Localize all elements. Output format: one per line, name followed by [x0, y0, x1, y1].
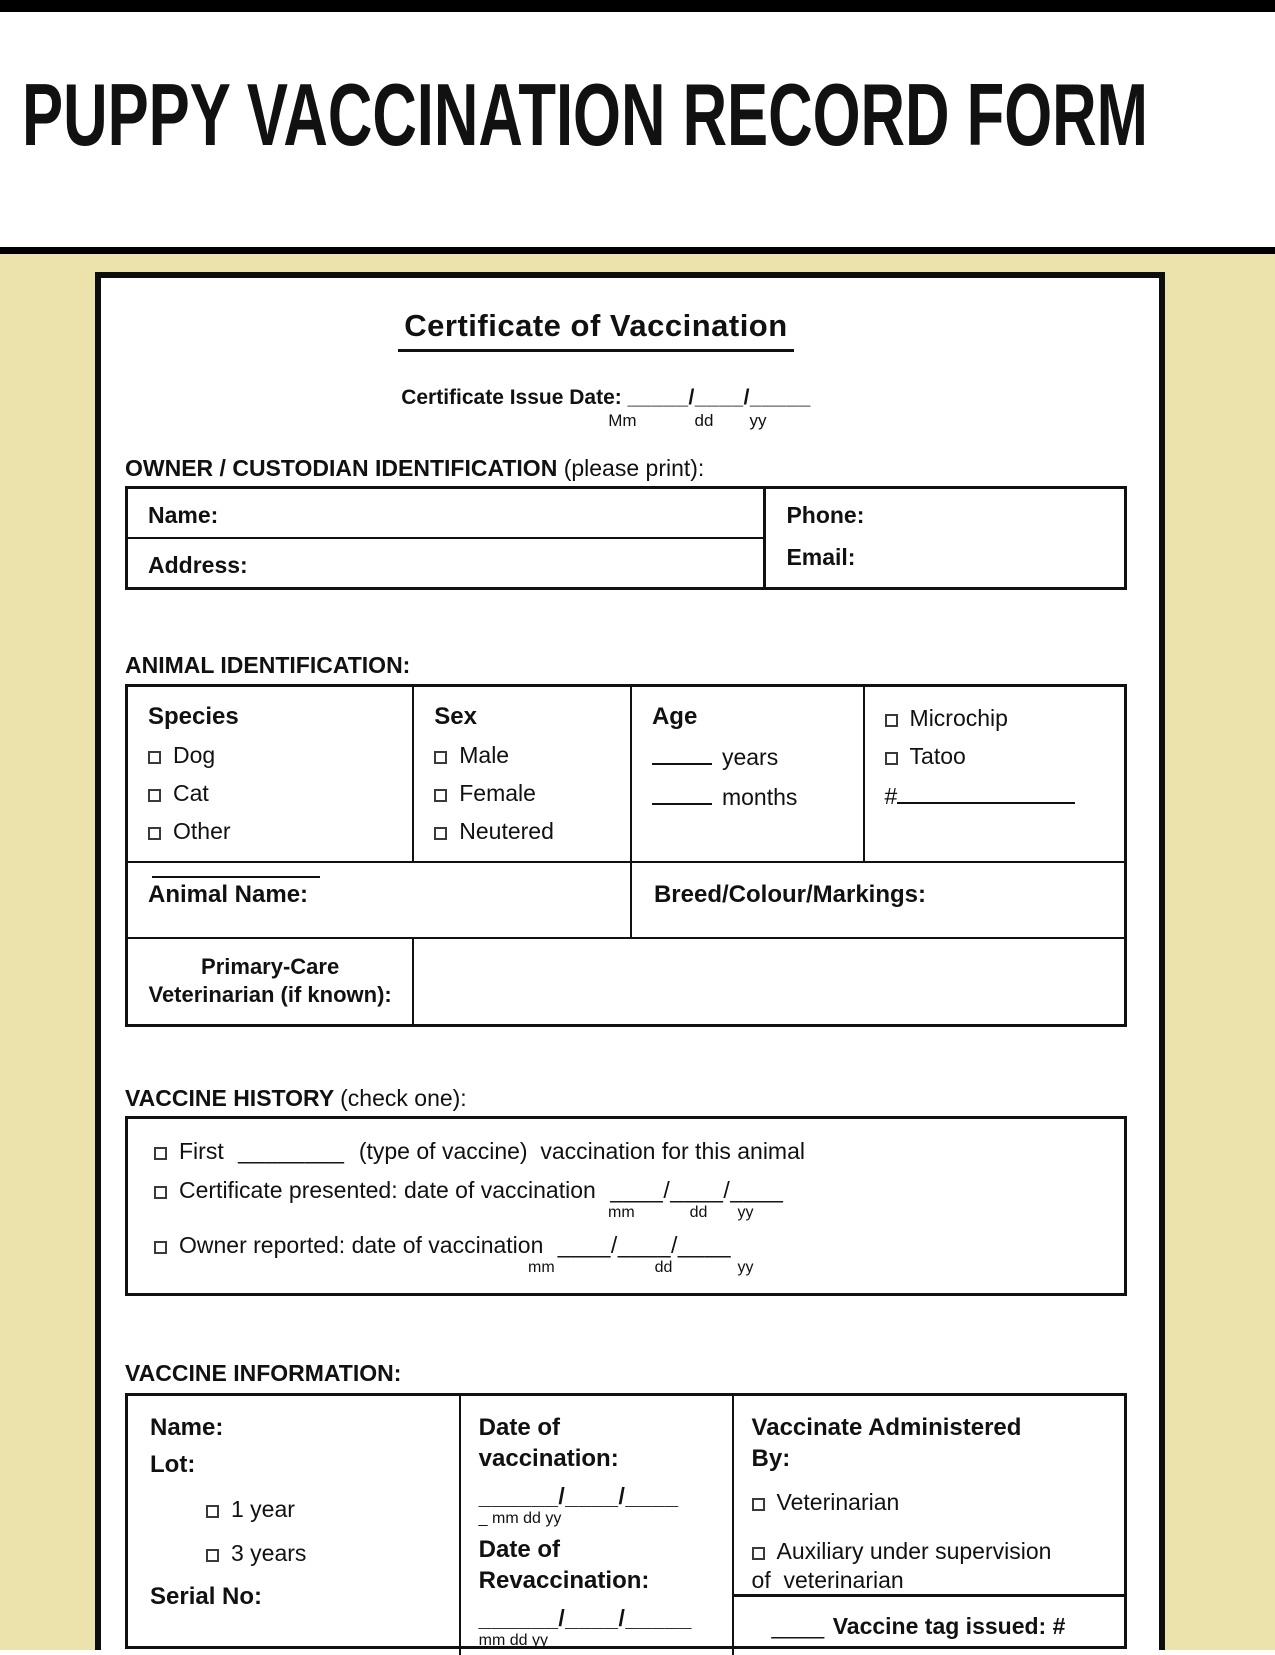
certificate-date-blanks[interactable]: ____/____/____ — [610, 1177, 784, 1203]
unit-label-year: yy — [749, 411, 767, 430]
owner-phone-label: Phone: — [786, 502, 865, 528]
species-option-cat: Cat — [148, 780, 404, 807]
administered-by-cell — [734, 1396, 1124, 1655]
vet-label-line2: Veterinarian (if known): — [148, 982, 392, 1007]
date-of-revaccination-line1: Date of — [478, 1536, 560, 1563]
marks-cell — [865, 687, 1124, 863]
checkbox-1-year[interactable] — [206, 1505, 219, 1518]
vet-write-in-cell[interactable] — [414, 939, 1124, 1024]
animal-table — [125, 684, 1127, 1027]
owner-section-title — [125, 455, 1127, 482]
administered-option-auxiliary: Auxiliary under supervision — [752, 1538, 1116, 1565]
date-of-vaccination-line2: vaccination: — [478, 1445, 619, 1472]
checkbox-female[interactable] — [434, 789, 447, 802]
history-option-certificate: Certificate presented: date of vaccination ____/____/____ — [154, 1177, 1114, 1204]
checkbox-first-vaccination[interactable] — [154, 1147, 167, 1160]
history-option-owner-reported: Owner reported: date of vaccination ____/____/____ — [154, 1232, 1114, 1259]
duration-option-1-year: 1 year — [206, 1496, 459, 1523]
history-section-title — [125, 1085, 1127, 1112]
marks-option-microchip: Microchip — [885, 705, 1116, 732]
owner-name-label: Name: — [148, 502, 219, 528]
sex-option-neutered: Neutered — [434, 818, 622, 845]
unit-label-day: dd — [694, 411, 714, 430]
owner-address-field[interactable] — [128, 539, 763, 587]
masthead — [0, 12, 1275, 247]
hash-sign: # — [884, 783, 898, 809]
unit-label-month: Mm — [608, 411, 637, 430]
revaccination-date-blanks[interactable]: ______/____/_____ — [478, 1605, 692, 1631]
checkbox-owner-reported[interactable] — [154, 1241, 167, 1254]
vet-label-line1: Primary-Care — [201, 954, 340, 979]
species-option-dog: Dog — [148, 742, 404, 769]
certificate-box — [95, 272, 1165, 1650]
vaccination-dates-cell — [461, 1396, 734, 1655]
owner-email-label: Email: — [786, 544, 856, 570]
breed-label: Breed/Colour/Markings: — [653, 881, 927, 908]
page-background — [0, 254, 1275, 1650]
checkbox-certificate-presented[interactable] — [154, 1186, 167, 1199]
checkbox-veterinarian[interactable] — [752, 1498, 765, 1511]
animal-name-field[interactable] — [128, 863, 632, 939]
serial-no-label: Serial No: — [150, 1583, 263, 1610]
issue-date-label: Certificate Issue Date: — [401, 386, 622, 409]
species-option-other: Other — [148, 818, 404, 845]
certificate-date-units: mm dd yy — [608, 1204, 754, 1221]
administered-option-auxiliary-line2: of veterinarian — [751, 1567, 904, 1593]
vaccine-lot-label: Lot: — [150, 1451, 196, 1478]
owner-section-title-text: OWNER / CUSTODIAN IDENTIFICATION — [125, 455, 558, 481]
age-header: Age — [651, 703, 698, 730]
age-cell — [632, 687, 865, 863]
checkbox-dog[interactable] — [148, 751, 161, 764]
owner-contact-field[interactable] — [763, 489, 1124, 587]
page-title: PUPPY VACCINATION RECORD FORM — [22, 65, 1148, 164]
age-months-line[interactable] — [652, 792, 712, 805]
history-section-title-text: VACCINE HISTORY — [125, 1085, 334, 1111]
vaccination-date-blanks[interactable]: ______/____/____ — [478, 1483, 679, 1509]
checkbox-cat[interactable] — [148, 789, 161, 802]
vaccine-name-cell — [128, 1396, 461, 1655]
sex-cell — [414, 687, 632, 863]
vaccine-tag-label: Vaccine tag issued: # — [832, 1613, 1066, 1639]
age-years-line[interactable] — [652, 752, 712, 765]
info-table — [125, 1393, 1127, 1649]
vaccine-tag-blank[interactable]: ____ — [771, 1613, 825, 1639]
sex-option-male: Male — [434, 742, 622, 769]
animal-section-title: ANIMAL IDENTIFICATION: — [125, 652, 411, 678]
info-section-title: VACCINE INFORMATION: — [125, 1360, 402, 1386]
administered-by-line2: By: — [751, 1445, 791, 1472]
marks-number-row — [885, 783, 1116, 810]
date-of-revaccination-line2: Revaccination: — [478, 1567, 650, 1594]
age-years-row: years — [652, 744, 855, 771]
revaccination-date-units: mm dd yy — [478, 1632, 548, 1649]
checkbox-3-years[interactable] — [206, 1549, 219, 1562]
vet-label-cell — [128, 939, 414, 1024]
vaccine-type-blank[interactable]: ________ — [238, 1138, 345, 1164]
history-section-note: (check one): — [340, 1085, 467, 1111]
owner-reported-date-blanks[interactable]: ____/____/____ — [557, 1232, 732, 1258]
top-black-bar — [0, 0, 1275, 12]
sex-option-female: Female — [434, 780, 622, 807]
species-cell — [128, 687, 414, 863]
administered-option-veterinarian: Veterinarian — [752, 1489, 1116, 1516]
history-box — [125, 1116, 1127, 1296]
vaccination-date-units: _ mm dd yy — [478, 1510, 562, 1527]
microchip-number-line[interactable] — [897, 791, 1075, 804]
marks-option-tatoo: Tatoo — [885, 743, 1116, 770]
owner-table — [125, 486, 1127, 590]
checkbox-tatoo[interactable] — [885, 752, 898, 765]
owner-name-field[interactable] — [128, 489, 763, 539]
administered-by-options — [734, 1396, 1124, 1597]
history-first-suffix: (type of vaccine) vaccination for this animal — [358, 1138, 805, 1164]
issue-date-section — [125, 386, 1127, 431]
checkbox-neutered[interactable] — [434, 827, 447, 840]
owner-section-note: (please print): — [563, 455, 705, 481]
certificate-heading: Certificate of Vaccination — [398, 308, 793, 352]
date-of-vaccination-line1: Date of — [478, 1414, 560, 1441]
checkbox-male[interactable] — [434, 751, 447, 764]
sex-header: Sex — [434, 703, 477, 730]
administered-by-line1: Vaccinate Administered — [751, 1414, 1022, 1441]
animal-name-label: Animal Name: — [148, 881, 309, 908]
age-months-row: months — [652, 784, 855, 811]
vaccine-name-label: Name: — [150, 1414, 224, 1441]
species-header: Species — [148, 703, 239, 730]
breed-field[interactable] — [632, 863, 1124, 939]
issue-date-blanks[interactable]: _____/____/_____ — [627, 386, 811, 409]
header-divider — [0, 247, 1275, 254]
history-option-first: First ________ (type of vaccine) vaccination for this animal — [154, 1138, 1114, 1165]
checkbox-auxiliary[interactable] — [752, 1547, 765, 1560]
owner-reported-date-units: mm dd yy — [528, 1259, 754, 1276]
vaccine-tag-row — [734, 1597, 1124, 1655]
duration-option-3-years: 3 years — [206, 1540, 459, 1567]
checkbox-microchip[interactable] — [885, 714, 898, 727]
checkbox-other[interactable] — [148, 827, 161, 840]
owner-address-label: Address: — [148, 552, 248, 578]
